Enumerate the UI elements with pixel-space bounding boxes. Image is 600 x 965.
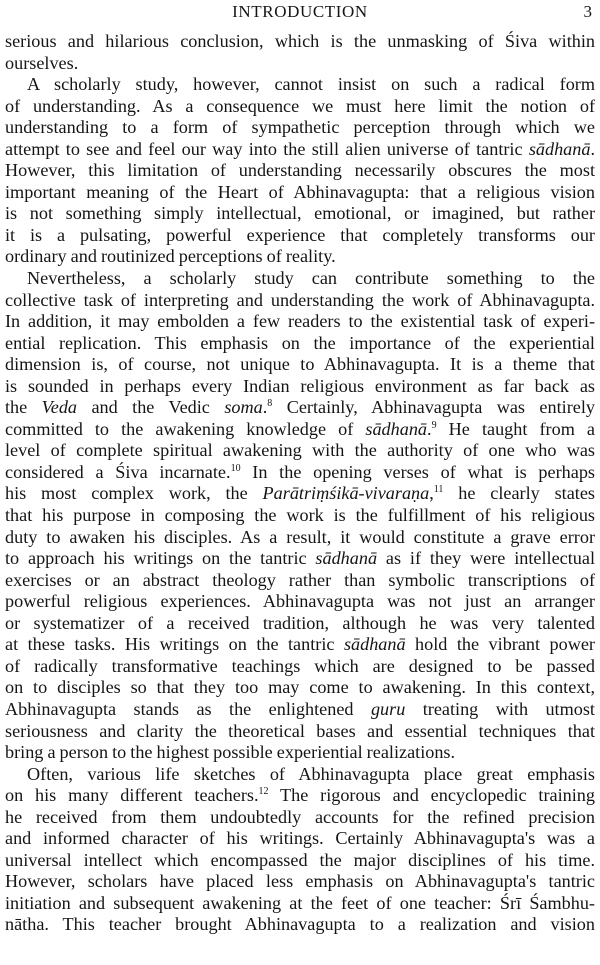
text-run: . xyxy=(262,397,268,418)
text-run: is not something simply intellectual, emotional, or imagined, but rather xyxy=(5,203,595,224)
text-run: his most complex work, the xyxy=(5,483,263,504)
text-run: However, this limitation of understanding necessarily obscures the most xyxy=(5,160,595,181)
text-line xyxy=(5,31,595,53)
text-run: to approach his writings on the tantric xyxy=(5,548,316,569)
text-run: In the opening verses of what is perhaps xyxy=(240,461,595,482)
text-line xyxy=(5,527,595,549)
text-run: ordinary and routinized perceptions of reality. xyxy=(5,246,336,267)
text-line xyxy=(5,570,595,592)
italic-term: Parātriṃśikā-vivaraṇa xyxy=(262,483,430,504)
text-run: on to disciples so that they too may come to awakening. In this context, xyxy=(5,677,595,698)
footnote-marker: 8 xyxy=(267,398,273,410)
italic-term: sādhanā xyxy=(528,138,591,159)
text-run: committed to the awakening knowledge of xyxy=(5,418,366,439)
text-run: seriousness and clarity the theoretical bases and essential techniques that xyxy=(5,720,595,741)
text-line xyxy=(5,828,595,850)
text-run: as if they were intellectual xyxy=(377,548,595,569)
text-run: The rigorous and encyclopedic training xyxy=(268,785,595,806)
text-run: that his purpose in composing the work is the fulfillment of his religious xyxy=(5,505,595,526)
page-number: 3 xyxy=(583,2,592,21)
text-run: of radically transformative teachings which are designed to be passed xyxy=(5,655,595,676)
text-line xyxy=(5,311,595,333)
text-line xyxy=(5,290,595,312)
text-run: bring a person to the highest possible experiential realizations. xyxy=(5,742,456,763)
text-line xyxy=(5,699,595,721)
text-run: Abhinavagupta stands as the enlightened xyxy=(5,698,371,719)
text-line xyxy=(5,742,595,764)
text-line xyxy=(5,591,595,613)
text-run: . xyxy=(427,418,432,439)
running-head xyxy=(0,0,600,24)
text-line xyxy=(5,548,595,570)
text-line xyxy=(5,139,595,161)
text-line xyxy=(5,117,595,139)
text-line xyxy=(5,785,595,807)
text-run: However, scholars have placed less emphasis on Abhinavagupta's tantric xyxy=(5,871,595,892)
text-line xyxy=(5,376,595,398)
body-text xyxy=(5,31,595,936)
text-line xyxy=(5,893,595,915)
text-run: ential replication. This emphasis on the importance of the experiential xyxy=(5,332,595,353)
italic-term: soma xyxy=(224,397,263,418)
text-run: Nevertheless, a scholarly study can contribute something to the xyxy=(27,268,595,289)
footnote-marker: 11 xyxy=(433,484,444,496)
text-line xyxy=(5,914,595,936)
text-run: collective task of interpreting and understanding the work of Abhinavagupta. xyxy=(5,289,595,310)
text-line xyxy=(5,246,595,268)
text-run: A scholarly study, however, cannot insist on such a radical form xyxy=(27,74,595,95)
text-run: or systematizer of a received tradition, although he was very talented xyxy=(5,612,595,633)
text-line xyxy=(5,74,595,96)
text-line xyxy=(5,656,595,678)
text-line xyxy=(5,677,595,699)
text-run: nātha. This teacher brought Abhinavagupta to a realization and vision xyxy=(5,914,595,935)
text-line xyxy=(5,96,595,118)
text-line xyxy=(5,462,595,484)
footnote-marker: 9 xyxy=(431,419,437,431)
text-run: In addition, it may embolden a few readers to the existential task of experi- xyxy=(5,311,595,332)
paragraph xyxy=(5,764,595,936)
text-line xyxy=(5,333,595,355)
text-line xyxy=(5,203,595,225)
italic-term: guru xyxy=(370,698,406,719)
text-run: dimension is, of course, not unique to Abhinavagupta. It is a theme that xyxy=(5,354,595,375)
paragraph xyxy=(5,268,595,764)
text-run: hold the vibrant power xyxy=(405,634,595,655)
running-title: INTRODUCTION xyxy=(232,2,368,21)
text-line xyxy=(5,268,595,290)
paragraph xyxy=(5,31,595,74)
text-line xyxy=(5,483,595,505)
text-run: attempt to see and feel our way into the still alien universe of tantric xyxy=(5,138,529,159)
text-run: is sounded in perhaps every Indian religious environment as far back as xyxy=(5,375,595,396)
italic-term: sādhanā xyxy=(365,418,428,439)
text-line xyxy=(5,807,595,829)
text-run: . xyxy=(590,138,595,159)
text-line xyxy=(5,634,595,656)
text-run: it is a pulsating, powerful experience that completely transforms our xyxy=(5,224,595,245)
text-line xyxy=(5,871,595,893)
text-run: considered a Śiva incarnate. xyxy=(5,461,231,482)
text-run: he clearly states xyxy=(443,483,595,504)
italic-term: sādhanā xyxy=(315,548,378,569)
footnote-marker: 12 xyxy=(258,786,269,798)
text-run: the xyxy=(5,397,42,418)
text-line xyxy=(5,397,595,419)
text-line xyxy=(5,440,595,462)
text-run: level of complete spiritual awakening with the authority of one who was xyxy=(5,440,595,461)
text-line xyxy=(5,764,595,786)
text-line xyxy=(5,160,595,182)
text-run: important meaning of the Heart of Abhinavagupta: that a religious vision xyxy=(5,181,595,202)
italic-term: sādhanā xyxy=(343,634,406,655)
text-run: universal intellect which encompassed the major disciplines of his time. xyxy=(5,849,595,870)
text-run: initiation and subsequent awakening at the feet of one teacher: Śrī Śambhu- xyxy=(5,892,595,913)
text-run: at these tasks. His writings on the tantric xyxy=(5,634,344,655)
text-run: on his many different teachers. xyxy=(5,785,259,806)
text-line xyxy=(5,182,595,204)
text-run: ourselves. xyxy=(5,52,79,73)
paragraph xyxy=(5,74,595,268)
text-run: he received from them undoubtedly accounts for the refined precision xyxy=(5,806,595,827)
italic-term: Veda xyxy=(41,397,78,418)
footnote-marker: 10 xyxy=(230,462,241,474)
text-run: Often, various life sketches of Abhinavagupta place great emphasis xyxy=(27,763,595,784)
text-run: understanding to a form of sympathetic perception through which we xyxy=(5,117,595,138)
text-run: serious and hilarious conclusion, which is the unmasking of Śiva within xyxy=(5,31,595,51)
text-line xyxy=(5,354,595,376)
text-line xyxy=(5,505,595,527)
text-run: Certainly, Abhinavagupta was entirely xyxy=(272,397,595,418)
text-run: and informed character of his writings. Certainly Abhinavagupta's was a xyxy=(5,828,595,849)
text-line xyxy=(5,613,595,635)
text-line xyxy=(5,53,595,75)
text-run: exercises or an abstract theology rather than symbolic transcriptions of xyxy=(5,569,595,590)
text-run: and the Vedic xyxy=(77,397,225,418)
text-run: duty to awaken his disciples. As a result, it would constitute a grave error xyxy=(5,526,595,547)
text-run: , xyxy=(429,483,434,504)
text-line xyxy=(5,225,595,247)
text-line xyxy=(5,850,595,872)
text-run: treating with utmost xyxy=(405,698,595,719)
text-line xyxy=(5,419,595,441)
text-run: He taught from a xyxy=(436,418,596,439)
text-run: of understanding. As a consequence we must here limit the notion of xyxy=(5,95,595,116)
text-line xyxy=(5,721,595,743)
text-run: powerful religious experiences. Abhinavagupta was not just an arranger xyxy=(5,591,595,612)
